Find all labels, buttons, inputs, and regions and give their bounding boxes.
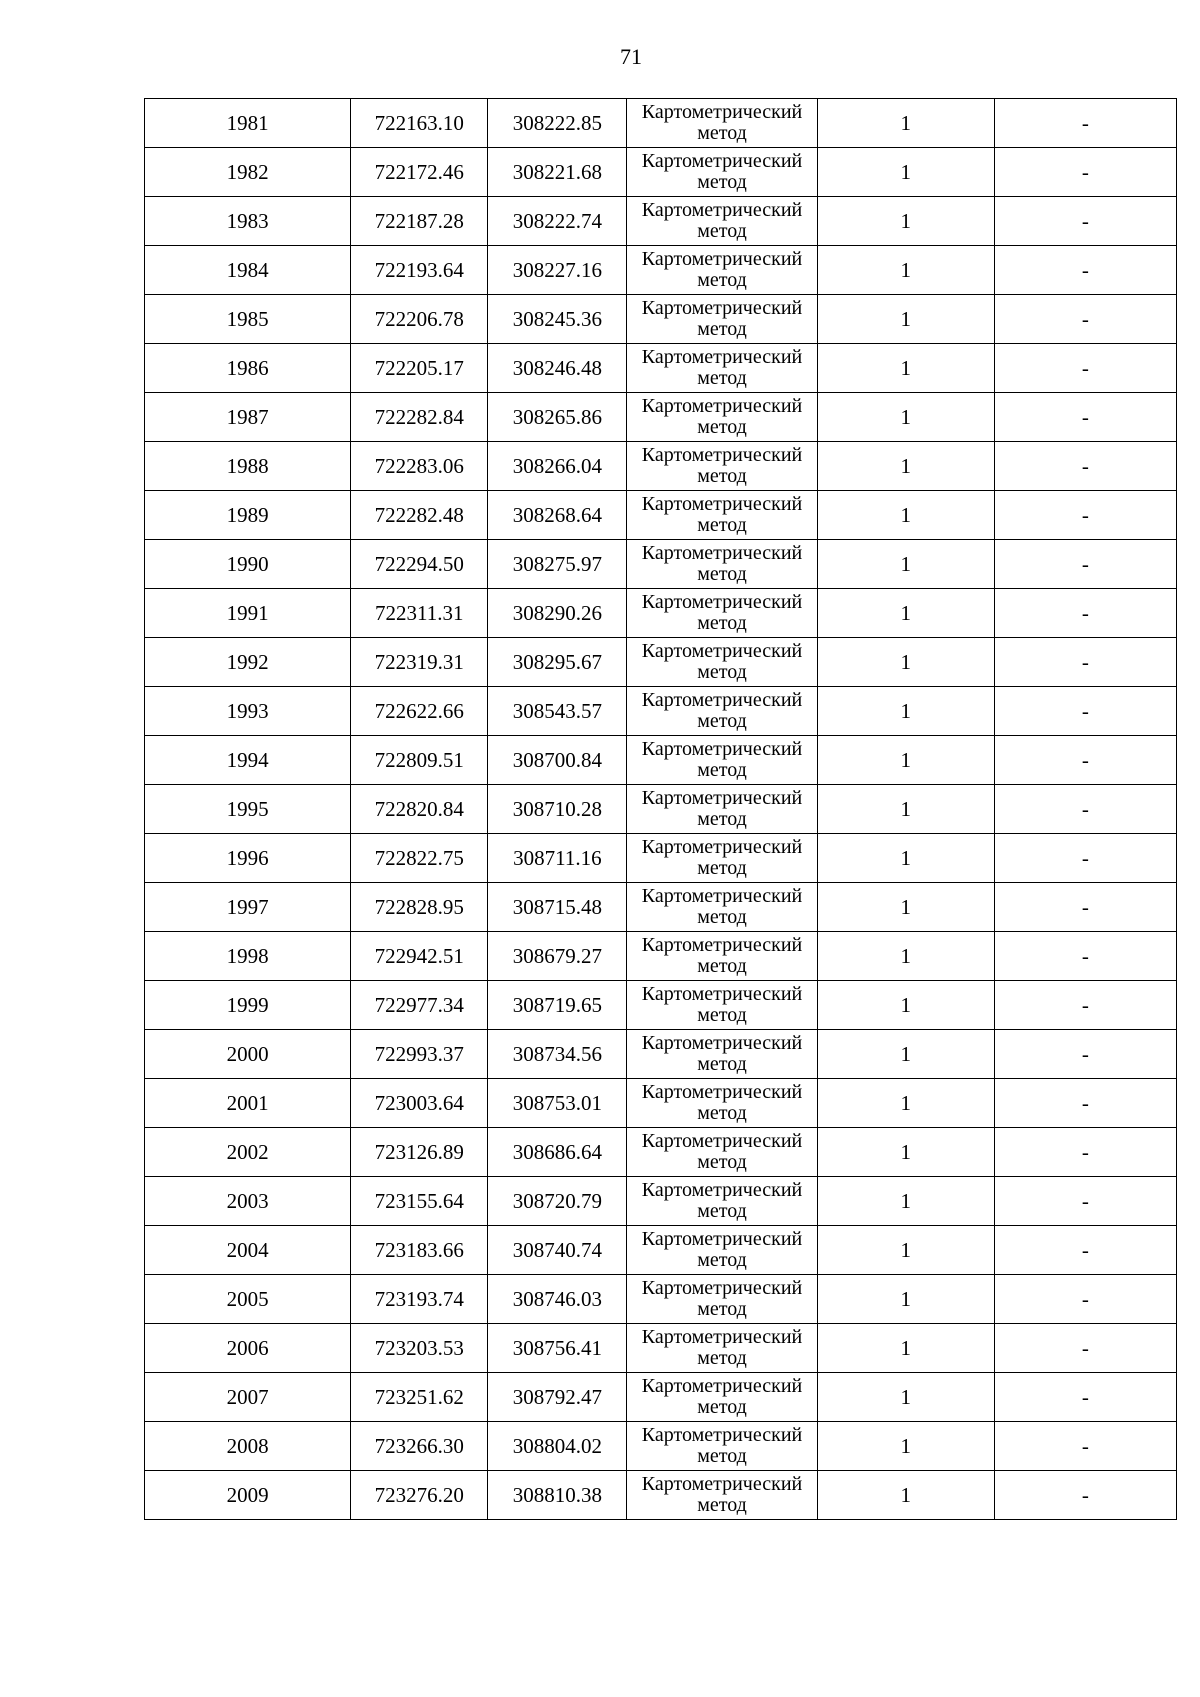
method-text: метод xyxy=(697,416,747,438)
x-coordinate-cell: 722311.31 xyxy=(351,589,488,638)
method-text: метод xyxy=(697,318,747,340)
accuracy-cell: 1 xyxy=(817,687,994,736)
y-coordinate-cell: 308222.74 xyxy=(488,197,627,246)
accuracy-cell: 1 xyxy=(817,981,994,1030)
y-coordinate-cell: 308246.48 xyxy=(488,344,627,393)
method-text: Картометрический xyxy=(641,1277,803,1299)
note-cell: - xyxy=(994,1128,1176,1177)
method-cell xyxy=(627,834,817,883)
point-id-cell: 2005 xyxy=(145,1275,351,1324)
table-row xyxy=(145,589,1177,638)
x-coordinate-cell: 723155.64 xyxy=(351,1177,488,1226)
method-cell xyxy=(627,1177,817,1226)
y-coordinate-cell: 308746.03 xyxy=(488,1275,627,1324)
method-text: метод xyxy=(697,612,747,634)
note-cell: - xyxy=(994,1030,1176,1079)
table-row xyxy=(145,981,1177,1030)
y-coordinate-cell: 308686.64 xyxy=(488,1128,627,1177)
x-coordinate-cell: 722942.51 xyxy=(351,932,488,981)
note-cell: - xyxy=(994,638,1176,687)
table-row xyxy=(145,1079,1177,1128)
accuracy-cell: 1 xyxy=(817,393,994,442)
note-cell: - xyxy=(994,1275,1176,1324)
note-cell: - xyxy=(994,197,1176,246)
point-id-cell: 2008 xyxy=(145,1422,351,1471)
x-coordinate-cell: 722187.28 xyxy=(351,197,488,246)
y-coordinate-cell: 308700.84 xyxy=(488,736,627,785)
method-text: метод xyxy=(697,171,747,193)
method-cell xyxy=(627,589,817,638)
x-coordinate-cell: 723266.30 xyxy=(351,1422,488,1471)
method-text: Картометрический xyxy=(641,640,803,662)
method-text: Картометрический xyxy=(641,1032,803,1054)
x-coordinate-cell: 723203.53 xyxy=(351,1324,488,1373)
note-cell: - xyxy=(994,491,1176,540)
method-text: Картометрический xyxy=(641,738,803,760)
y-coordinate-cell: 308295.67 xyxy=(488,638,627,687)
method-text: метод xyxy=(697,367,747,389)
x-coordinate-cell: 722809.51 xyxy=(351,736,488,785)
y-coordinate-cell: 308275.97 xyxy=(488,540,627,589)
method-text: Картометрический xyxy=(641,1326,803,1348)
y-coordinate-cell: 308679.27 xyxy=(488,932,627,981)
point-id-cell: 1992 xyxy=(145,638,351,687)
accuracy-cell: 1 xyxy=(817,785,994,834)
method-text: метод xyxy=(697,1151,747,1173)
y-coordinate-cell: 308792.47 xyxy=(488,1373,627,1422)
y-coordinate-cell: 308734.56 xyxy=(488,1030,627,1079)
accuracy-cell: 1 xyxy=(817,295,994,344)
y-coordinate-cell: 308221.68 xyxy=(488,148,627,197)
method-text: Картометрический xyxy=(641,150,803,172)
note-cell: - xyxy=(994,148,1176,197)
point-id-cell: 1988 xyxy=(145,442,351,491)
point-id-cell: 1998 xyxy=(145,932,351,981)
method-text: Картометрический xyxy=(641,1473,803,1495)
point-id-cell: 1984 xyxy=(145,246,351,295)
note-cell: - xyxy=(994,1226,1176,1275)
y-coordinate-cell: 308268.64 xyxy=(488,491,627,540)
y-coordinate-cell: 308810.38 xyxy=(488,1471,627,1520)
point-id-cell: 2001 xyxy=(145,1079,351,1128)
x-coordinate-cell: 722205.17 xyxy=(351,344,488,393)
table-row xyxy=(145,638,1177,687)
method-cell xyxy=(627,785,817,834)
accuracy-cell: 1 xyxy=(817,638,994,687)
x-coordinate-cell: 722820.84 xyxy=(351,785,488,834)
method-cell xyxy=(627,344,817,393)
accuracy-cell: 1 xyxy=(817,1471,994,1520)
table-row xyxy=(145,1030,1177,1079)
method-cell xyxy=(627,736,817,785)
table-row xyxy=(145,99,1177,148)
y-coordinate-cell: 308720.79 xyxy=(488,1177,627,1226)
method-text: Картометрический xyxy=(641,101,803,123)
x-coordinate-cell: 722294.50 xyxy=(351,540,488,589)
x-coordinate-cell: 722319.31 xyxy=(351,638,488,687)
method-text: Картометрический xyxy=(641,1424,803,1446)
x-coordinate-cell: 722163.10 xyxy=(351,99,488,148)
method-text: метод xyxy=(697,465,747,487)
table-row xyxy=(145,246,1177,295)
table-row xyxy=(145,540,1177,589)
method-cell xyxy=(627,540,817,589)
point-id-cell: 2003 xyxy=(145,1177,351,1226)
method-cell xyxy=(627,1030,817,1079)
method-text: метод xyxy=(697,906,747,928)
note-cell: - xyxy=(994,99,1176,148)
point-id-cell: 1983 xyxy=(145,197,351,246)
point-id-cell: 1986 xyxy=(145,344,351,393)
method-text: Картометрический xyxy=(641,1375,803,1397)
method-text: Картометрический xyxy=(641,787,803,809)
x-coordinate-cell: 722622.66 xyxy=(351,687,488,736)
method-text: Картометрический xyxy=(641,542,803,564)
x-coordinate-cell: 722282.84 xyxy=(351,393,488,442)
point-id-cell: 1990 xyxy=(145,540,351,589)
table-row xyxy=(145,1275,1177,1324)
method-cell xyxy=(627,1275,817,1324)
point-id-cell: 1991 xyxy=(145,589,351,638)
note-cell: - xyxy=(994,1422,1176,1471)
y-coordinate-cell: 308222.85 xyxy=(488,99,627,148)
y-coordinate-cell: 308245.36 xyxy=(488,295,627,344)
method-text: метод xyxy=(697,857,747,879)
method-cell xyxy=(627,1471,817,1520)
method-cell xyxy=(627,1079,817,1128)
accuracy-cell: 1 xyxy=(817,246,994,295)
method-text: метод xyxy=(697,808,747,830)
accuracy-cell: 1 xyxy=(817,1177,994,1226)
method-text: метод xyxy=(697,710,747,732)
note-cell: - xyxy=(994,981,1176,1030)
note-cell: - xyxy=(994,295,1176,344)
y-coordinate-cell: 308753.01 xyxy=(488,1079,627,1128)
point-id-cell: 1996 xyxy=(145,834,351,883)
note-cell: - xyxy=(994,1079,1176,1128)
method-cell xyxy=(627,295,817,344)
x-coordinate-cell: 723003.64 xyxy=(351,1079,488,1128)
accuracy-cell: 1 xyxy=(817,1079,994,1128)
point-id-cell: 1982 xyxy=(145,148,351,197)
method-cell xyxy=(627,638,817,687)
y-coordinate-cell: 308804.02 xyxy=(488,1422,627,1471)
point-id-cell: 2007 xyxy=(145,1373,351,1422)
method-text: метод xyxy=(697,514,747,536)
accuracy-cell: 1 xyxy=(817,1030,994,1079)
note-cell: - xyxy=(994,589,1176,638)
point-id-cell: 1985 xyxy=(145,295,351,344)
note-cell: - xyxy=(994,1373,1176,1422)
method-cell xyxy=(627,687,817,736)
table-row xyxy=(145,442,1177,491)
note-cell: - xyxy=(994,932,1176,981)
method-text: метод xyxy=(697,1494,747,1516)
table-row xyxy=(145,1471,1177,1520)
method-cell xyxy=(627,1324,817,1373)
method-cell xyxy=(627,981,817,1030)
method-text: метод xyxy=(697,1396,747,1418)
table-row xyxy=(145,148,1177,197)
accuracy-cell: 1 xyxy=(817,1373,994,1422)
table-body xyxy=(145,99,1177,1520)
note-cell: - xyxy=(994,540,1176,589)
x-coordinate-cell: 722206.78 xyxy=(351,295,488,344)
note-cell: - xyxy=(994,1177,1176,1226)
accuracy-cell: 1 xyxy=(817,442,994,491)
accuracy-cell: 1 xyxy=(817,1128,994,1177)
note-cell: - xyxy=(994,344,1176,393)
note-cell: - xyxy=(994,687,1176,736)
method-cell xyxy=(627,932,817,981)
y-coordinate-cell: 308710.28 xyxy=(488,785,627,834)
accuracy-cell: 1 xyxy=(817,1226,994,1275)
x-coordinate-cell: 722977.34 xyxy=(351,981,488,1030)
method-text: Картометрический xyxy=(641,493,803,515)
table-row xyxy=(145,1226,1177,1275)
note-cell: - xyxy=(994,883,1176,932)
method-text: Картометрический xyxy=(641,885,803,907)
y-coordinate-cell: 308715.48 xyxy=(488,883,627,932)
table-row xyxy=(145,687,1177,736)
method-text: Картометрический xyxy=(641,199,803,221)
method-cell xyxy=(627,1373,817,1422)
y-coordinate-cell: 308266.04 xyxy=(488,442,627,491)
method-cell xyxy=(627,1422,817,1471)
method-cell xyxy=(627,883,817,932)
table-row xyxy=(145,1422,1177,1471)
method-text: Картометрический xyxy=(641,1130,803,1152)
point-id-cell: 1995 xyxy=(145,785,351,834)
accuracy-cell: 1 xyxy=(817,491,994,540)
method-cell xyxy=(627,246,817,295)
method-cell xyxy=(627,148,817,197)
y-coordinate-cell: 308290.26 xyxy=(488,589,627,638)
y-coordinate-cell: 308740.74 xyxy=(488,1226,627,1275)
accuracy-cell: 1 xyxy=(817,1275,994,1324)
x-coordinate-cell: 722193.64 xyxy=(351,246,488,295)
accuracy-cell: 1 xyxy=(817,736,994,785)
x-coordinate-cell: 722283.06 xyxy=(351,442,488,491)
x-coordinate-cell: 723183.66 xyxy=(351,1226,488,1275)
point-id-cell: 1989 xyxy=(145,491,351,540)
method-text: Картометрический xyxy=(641,689,803,711)
point-id-cell: 1987 xyxy=(145,393,351,442)
note-cell: - xyxy=(994,834,1176,883)
accuracy-cell: 1 xyxy=(817,834,994,883)
method-text: метод xyxy=(697,955,747,977)
coordinates-table xyxy=(144,98,1177,1520)
method-text: метод xyxy=(697,1249,747,1271)
method-cell xyxy=(627,99,817,148)
x-coordinate-cell: 723276.20 xyxy=(351,1471,488,1520)
accuracy-cell: 1 xyxy=(817,197,994,246)
accuracy-cell: 1 xyxy=(817,99,994,148)
point-id-cell: 1999 xyxy=(145,981,351,1030)
method-text: метод xyxy=(697,563,747,585)
method-text: метод xyxy=(697,1298,747,1320)
method-text: метод xyxy=(697,1347,747,1369)
x-coordinate-cell: 722828.95 xyxy=(351,883,488,932)
accuracy-cell: 1 xyxy=(817,589,994,638)
method-text: метод xyxy=(697,1445,747,1467)
method-cell xyxy=(627,197,817,246)
method-text: Картометрический xyxy=(641,346,803,368)
method-text: метод xyxy=(697,220,747,242)
method-text: Картометрический xyxy=(641,983,803,1005)
point-id-cell: 2006 xyxy=(145,1324,351,1373)
table-row xyxy=(145,1324,1177,1373)
note-cell: - xyxy=(994,442,1176,491)
note-cell: - xyxy=(994,393,1176,442)
table-row xyxy=(145,1128,1177,1177)
accuracy-cell: 1 xyxy=(817,540,994,589)
point-id-cell: 2002 xyxy=(145,1128,351,1177)
y-coordinate-cell: 308756.41 xyxy=(488,1324,627,1373)
note-cell: - xyxy=(994,785,1176,834)
x-coordinate-cell: 722282.48 xyxy=(351,491,488,540)
table-row xyxy=(145,834,1177,883)
method-text: Картометрический xyxy=(641,248,803,270)
table-row xyxy=(145,932,1177,981)
method-text: Картометрический xyxy=(641,297,803,319)
method-text: Картометрический xyxy=(641,1179,803,1201)
method-text: метод xyxy=(697,1102,747,1124)
x-coordinate-cell: 723251.62 xyxy=(351,1373,488,1422)
method-cell xyxy=(627,1128,817,1177)
method-text: метод xyxy=(697,759,747,781)
point-id-cell: 2000 xyxy=(145,1030,351,1079)
method-text: Картометрический xyxy=(641,591,803,613)
x-coordinate-cell: 723126.89 xyxy=(351,1128,488,1177)
point-id-cell: 1993 xyxy=(145,687,351,736)
method-cell xyxy=(627,393,817,442)
y-coordinate-cell: 308265.86 xyxy=(488,393,627,442)
table-row xyxy=(145,736,1177,785)
method-cell xyxy=(627,1226,817,1275)
method-text: метод xyxy=(697,269,747,291)
method-cell xyxy=(627,442,817,491)
method-cell xyxy=(627,491,817,540)
point-id-cell: 2009 xyxy=(145,1471,351,1520)
accuracy-cell: 1 xyxy=(817,344,994,393)
table-row xyxy=(145,344,1177,393)
note-cell: - xyxy=(994,246,1176,295)
method-text: Картометрический xyxy=(641,836,803,858)
note-cell: - xyxy=(994,1471,1176,1520)
method-text: Картометрический xyxy=(641,444,803,466)
table-row xyxy=(145,491,1177,540)
accuracy-cell: 1 xyxy=(817,148,994,197)
x-coordinate-cell: 723193.74 xyxy=(351,1275,488,1324)
method-text: метод xyxy=(697,1200,747,1222)
y-coordinate-cell: 308227.16 xyxy=(488,246,627,295)
point-id-cell: 1997 xyxy=(145,883,351,932)
x-coordinate-cell: 722822.75 xyxy=(351,834,488,883)
method-text: Картометрический xyxy=(641,1081,803,1103)
accuracy-cell: 1 xyxy=(817,1422,994,1471)
note-cell: - xyxy=(994,736,1176,785)
point-id-cell: 1994 xyxy=(145,736,351,785)
method-text: Картометрический xyxy=(641,395,803,417)
y-coordinate-cell: 308543.57 xyxy=(488,687,627,736)
point-id-cell: 1981 xyxy=(145,99,351,148)
x-coordinate-cell: 722172.46 xyxy=(351,148,488,197)
note-cell: - xyxy=(994,1324,1176,1373)
accuracy-cell: 1 xyxy=(817,932,994,981)
table-row xyxy=(145,393,1177,442)
method-text: Картометрический xyxy=(641,934,803,956)
table-row xyxy=(145,1373,1177,1422)
y-coordinate-cell: 308711.16 xyxy=(488,834,627,883)
table-row xyxy=(145,785,1177,834)
table-row xyxy=(145,295,1177,344)
method-text: метод xyxy=(697,661,747,683)
page-number: 71 xyxy=(620,44,642,69)
table-row xyxy=(145,883,1177,932)
method-text: метод xyxy=(697,122,747,144)
y-coordinate-cell: 308719.65 xyxy=(488,981,627,1030)
method-text: Картометрический xyxy=(641,1228,803,1250)
accuracy-cell: 1 xyxy=(817,1324,994,1373)
x-coordinate-cell: 722993.37 xyxy=(351,1030,488,1079)
method-text: метод xyxy=(697,1004,747,1026)
table-row xyxy=(145,1177,1177,1226)
point-id-cell: 2004 xyxy=(145,1226,351,1275)
method-text: метод xyxy=(697,1053,747,1075)
accuracy-cell: 1 xyxy=(817,883,994,932)
table-row xyxy=(145,197,1177,246)
